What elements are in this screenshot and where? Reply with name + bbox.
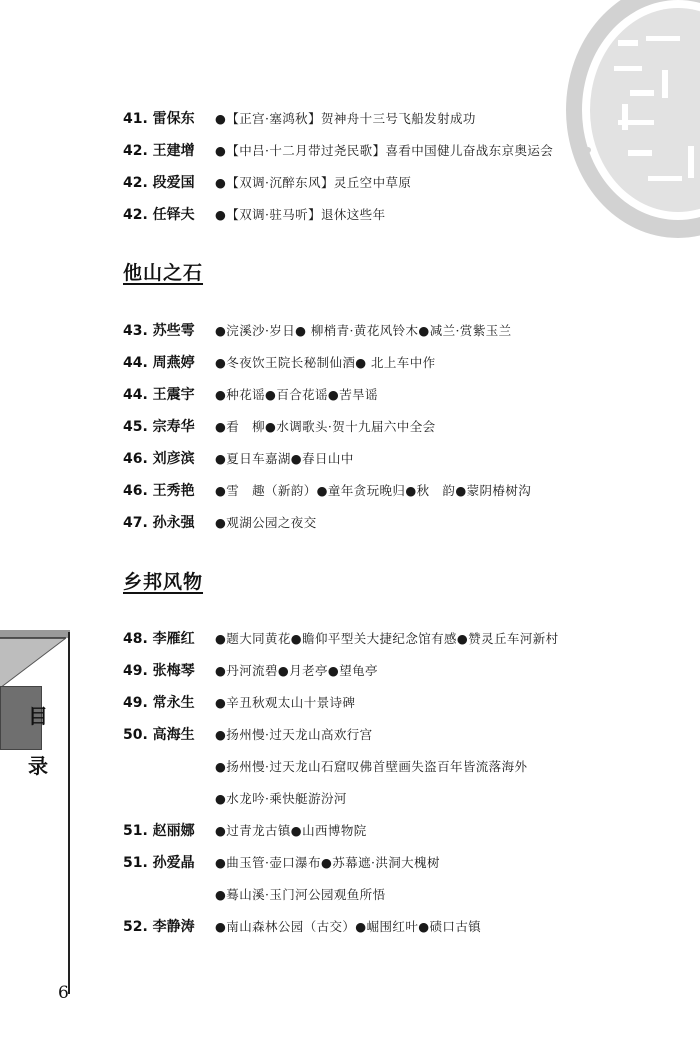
work-titles: ●曲玉管·壶口瀑布●苏幕遮·洪洞大槐树 bbox=[215, 855, 440, 870]
work-titles: ●【双调·驻马听】退休这些年 bbox=[215, 207, 386, 222]
author-number: 42. 王建增 bbox=[123, 143, 195, 159]
work-titles: ●过青龙古镇●山西博物院 bbox=[215, 823, 367, 838]
work-titles: ●夏日车嘉湖●春日山中 bbox=[215, 451, 354, 466]
toc-entry bbox=[123, 171, 411, 193]
work-titles: ●【双调·沉醉东风】灵丘空中草原 bbox=[215, 175, 412, 190]
work-titles: ●浣溪沙·岁日● 柳梢青·黄花风铃木●减兰·赏紫玉兰 bbox=[215, 323, 512, 338]
work-titles: ●种花谣●百合花谣●苦旱谣 bbox=[215, 387, 378, 402]
toc-entry bbox=[123, 203, 385, 225]
work-titles: ●观湖公园之夜交 bbox=[215, 515, 317, 530]
author-number: 41. 雷保东 bbox=[123, 111, 195, 127]
page-number: 6 bbox=[58, 983, 69, 1003]
author-number: 42. 段爱国 bbox=[123, 175, 195, 191]
work-titles: ●丹河流碧●月老亭●望龟亭 bbox=[215, 663, 378, 678]
author-number: 52. 李静涛 bbox=[123, 919, 195, 935]
work-titles: ●南山森林公园（古交）●崛围红叶●碛口古镇 bbox=[215, 919, 482, 934]
seal-ornament bbox=[558, 0, 700, 270]
author-number: 51. 赵丽娜 bbox=[123, 823, 195, 839]
side-tab-char-mu: 目 bbox=[28, 704, 48, 728]
work-titles: ●看 柳●水调歌头·贺十九届六中全会 bbox=[215, 419, 436, 434]
author-number: 50. 高海生 bbox=[123, 727, 195, 743]
toc-entry bbox=[123, 447, 354, 469]
toc-entry bbox=[123, 319, 512, 341]
section-title-tashan: 他山之石 bbox=[123, 262, 204, 284]
work-titles: ●题大同黄花●瞻仰平型关大捷纪念馆有感●赞灵丘车河新村 bbox=[215, 631, 559, 646]
work-titles: ●【正宫·塞鸿秋】贺神舟十三号飞船发射成功 bbox=[215, 111, 476, 126]
toc-entry bbox=[123, 915, 481, 937]
side-rule bbox=[68, 632, 70, 994]
toc-entry-continued bbox=[215, 755, 527, 777]
toc-entry bbox=[123, 107, 476, 129]
toc-entry bbox=[123, 511, 317, 533]
author-number: 46. 刘彦滨 bbox=[123, 451, 195, 467]
work-titles: ●雪 趣（新韵）●童年贪玩晚归●秋 韵●蒙阴椿树沟 bbox=[215, 483, 532, 498]
side-tab-char-lu: 录 bbox=[28, 754, 48, 778]
author-number: 42. 任铎夫 bbox=[123, 207, 195, 223]
toc-entry bbox=[123, 819, 367, 841]
author-number: 48. 李雁红 bbox=[123, 631, 195, 647]
author-number: 44. 王震宇 bbox=[123, 387, 195, 403]
toc-entry bbox=[123, 351, 436, 373]
toc-entry bbox=[123, 383, 378, 405]
toc-entry bbox=[123, 479, 531, 501]
work-titles: ●辛丑秋观太山十景诗碑 bbox=[215, 695, 356, 710]
work-titles: ●冬夜饮王院长秘制仙酒● 北上车中作 bbox=[215, 355, 436, 370]
author-number: 49. 张梅琴 bbox=[123, 663, 195, 679]
work-titles: ●蓦山溪·玉门河公园观鱼所悟 bbox=[215, 887, 386, 902]
toc-entry bbox=[123, 851, 440, 873]
work-titles: ●扬州慢·过天龙山石窟叹佛首壁画失盗百年皆流落海外 bbox=[215, 759, 528, 774]
author-number: 49. 常永生 bbox=[123, 695, 195, 711]
toc-entry bbox=[123, 139, 553, 161]
work-titles: ●水龙吟·乘快艇游汾河 bbox=[215, 791, 347, 806]
author-number: 44. 周燕婷 bbox=[123, 355, 195, 371]
author-number: 51. 孙爱晶 bbox=[123, 855, 195, 871]
work-titles: ●扬州慢·过天龙山高欢行宫 bbox=[215, 727, 373, 742]
toc-entry bbox=[123, 691, 355, 713]
author-number: 45. 宗寿华 bbox=[123, 419, 195, 435]
toc-entry bbox=[123, 723, 373, 745]
work-titles: ●【中吕·十二月带过尧民歌】喜看中国健儿奋战东京奥运会 bbox=[215, 143, 554, 158]
author-number: 47. 孙永强 bbox=[123, 515, 195, 531]
author-number: 46. 王秀艳 bbox=[123, 483, 195, 499]
toc-entry bbox=[123, 659, 378, 681]
toc-entry-continued bbox=[215, 883, 385, 905]
side-tab-frame bbox=[0, 630, 70, 995]
toc-entry bbox=[123, 415, 436, 437]
section-title-xiangbang: 乡邦风物 bbox=[123, 571, 204, 593]
author-number: 43. 苏些雩 bbox=[123, 323, 195, 339]
toc-entry bbox=[123, 627, 559, 649]
toc-entry-continued bbox=[215, 787, 347, 809]
